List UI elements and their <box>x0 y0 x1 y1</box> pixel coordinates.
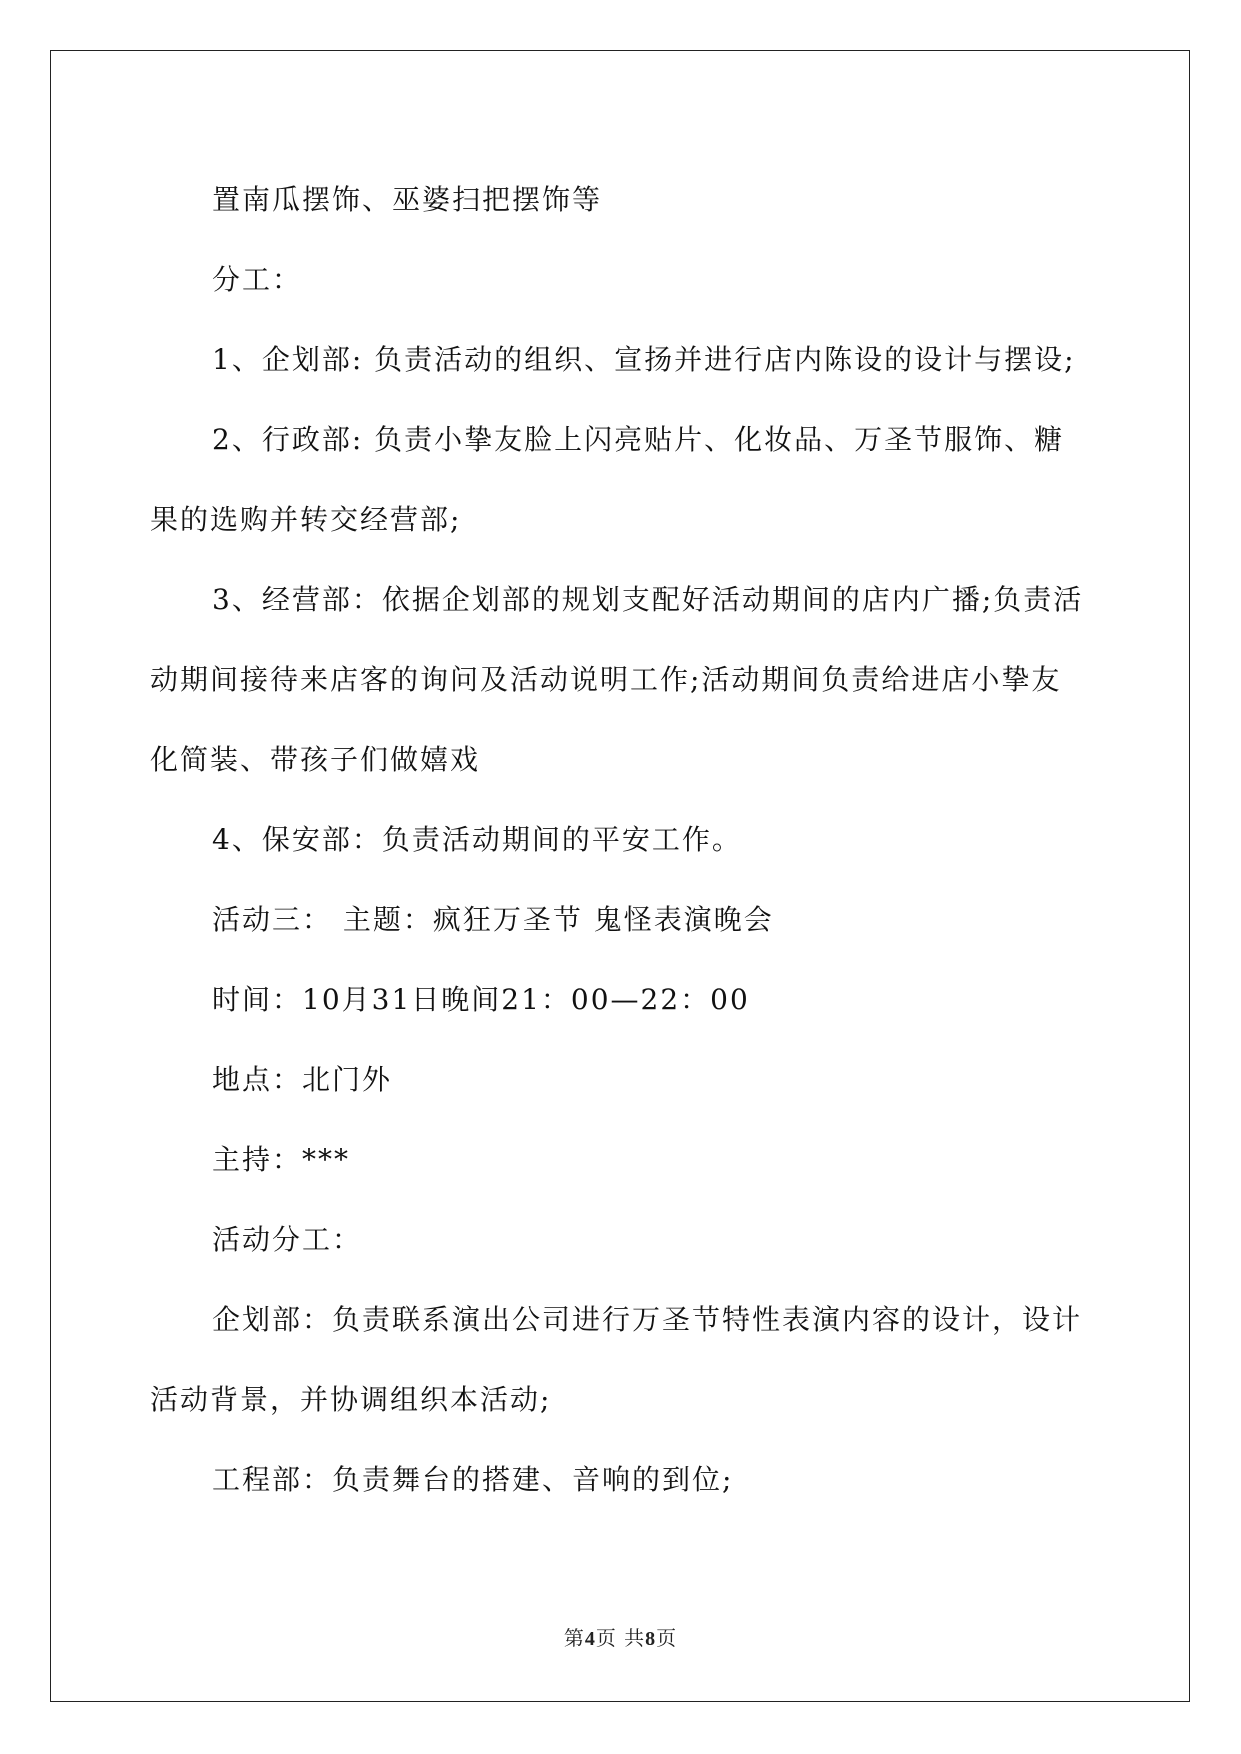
footer-prefix: 第 <box>563 1626 585 1650</box>
page-footer <box>0 1622 1241 1651</box>
paragraph-operations-dept: 3、经营部：依据企划部的规划支配好活动期间的店内广播;负责活动期间接待来店客的询问及活动说明工作;活动期间负责给进店小挚友化简装、带孩子们做嬉戏 <box>150 583 1084 776</box>
paragraph-host: 主持：*** <box>212 1143 351 1176</box>
paragraph-activity-three: 活动三： 主题：疯狂万圣节 鬼怪表演晚会 <box>212 903 774 936</box>
footer-page-number: 4 <box>584 1628 596 1650</box>
paragraph-division-heading: 分工： <box>212 263 303 296</box>
paragraph-engineering-dept: 工程部：负责舞台的搭建、音响的到位; <box>212 1463 734 1496</box>
paragraph-planning-dept-2: 企划部：负责联系演出公司进行万圣节特性表演内容的设计，设计活动背景，并协调组织本活动; <box>150 1303 1083 1416</box>
footer-total-pages: 8 <box>645 1628 657 1650</box>
paragraph-activity-division: 活动分工： <box>212 1223 363 1256</box>
paragraph-admin-dept: 2、行政部: 负责小挚友脸上闪亮贴片、化妆品、万圣节服饰、糖果的选购并转交经营部; <box>150 423 1065 536</box>
footer-suffix: 页 <box>656 1626 678 1650</box>
paragraph-time: 时间：10月31日晚间21：00—22：00 <box>212 983 750 1016</box>
paragraph-location: 地点：北门外 <box>212 1063 393 1096</box>
footer-mid: 页 共 <box>595 1626 646 1650</box>
paragraph-decorations: 置南瓜摆饰、巫婆扫把摆饰等 <box>212 183 603 216</box>
paragraph-security-dept: 4、保安部：负责活动期间的平安工作。 <box>212 823 742 856</box>
paragraph-planning-dept: 1、企划部: 负责活动的组织、宣扬并进行店内陈设的设计与摆设; <box>212 343 1076 376</box>
document-body <box>150 160 1090 1520</box>
